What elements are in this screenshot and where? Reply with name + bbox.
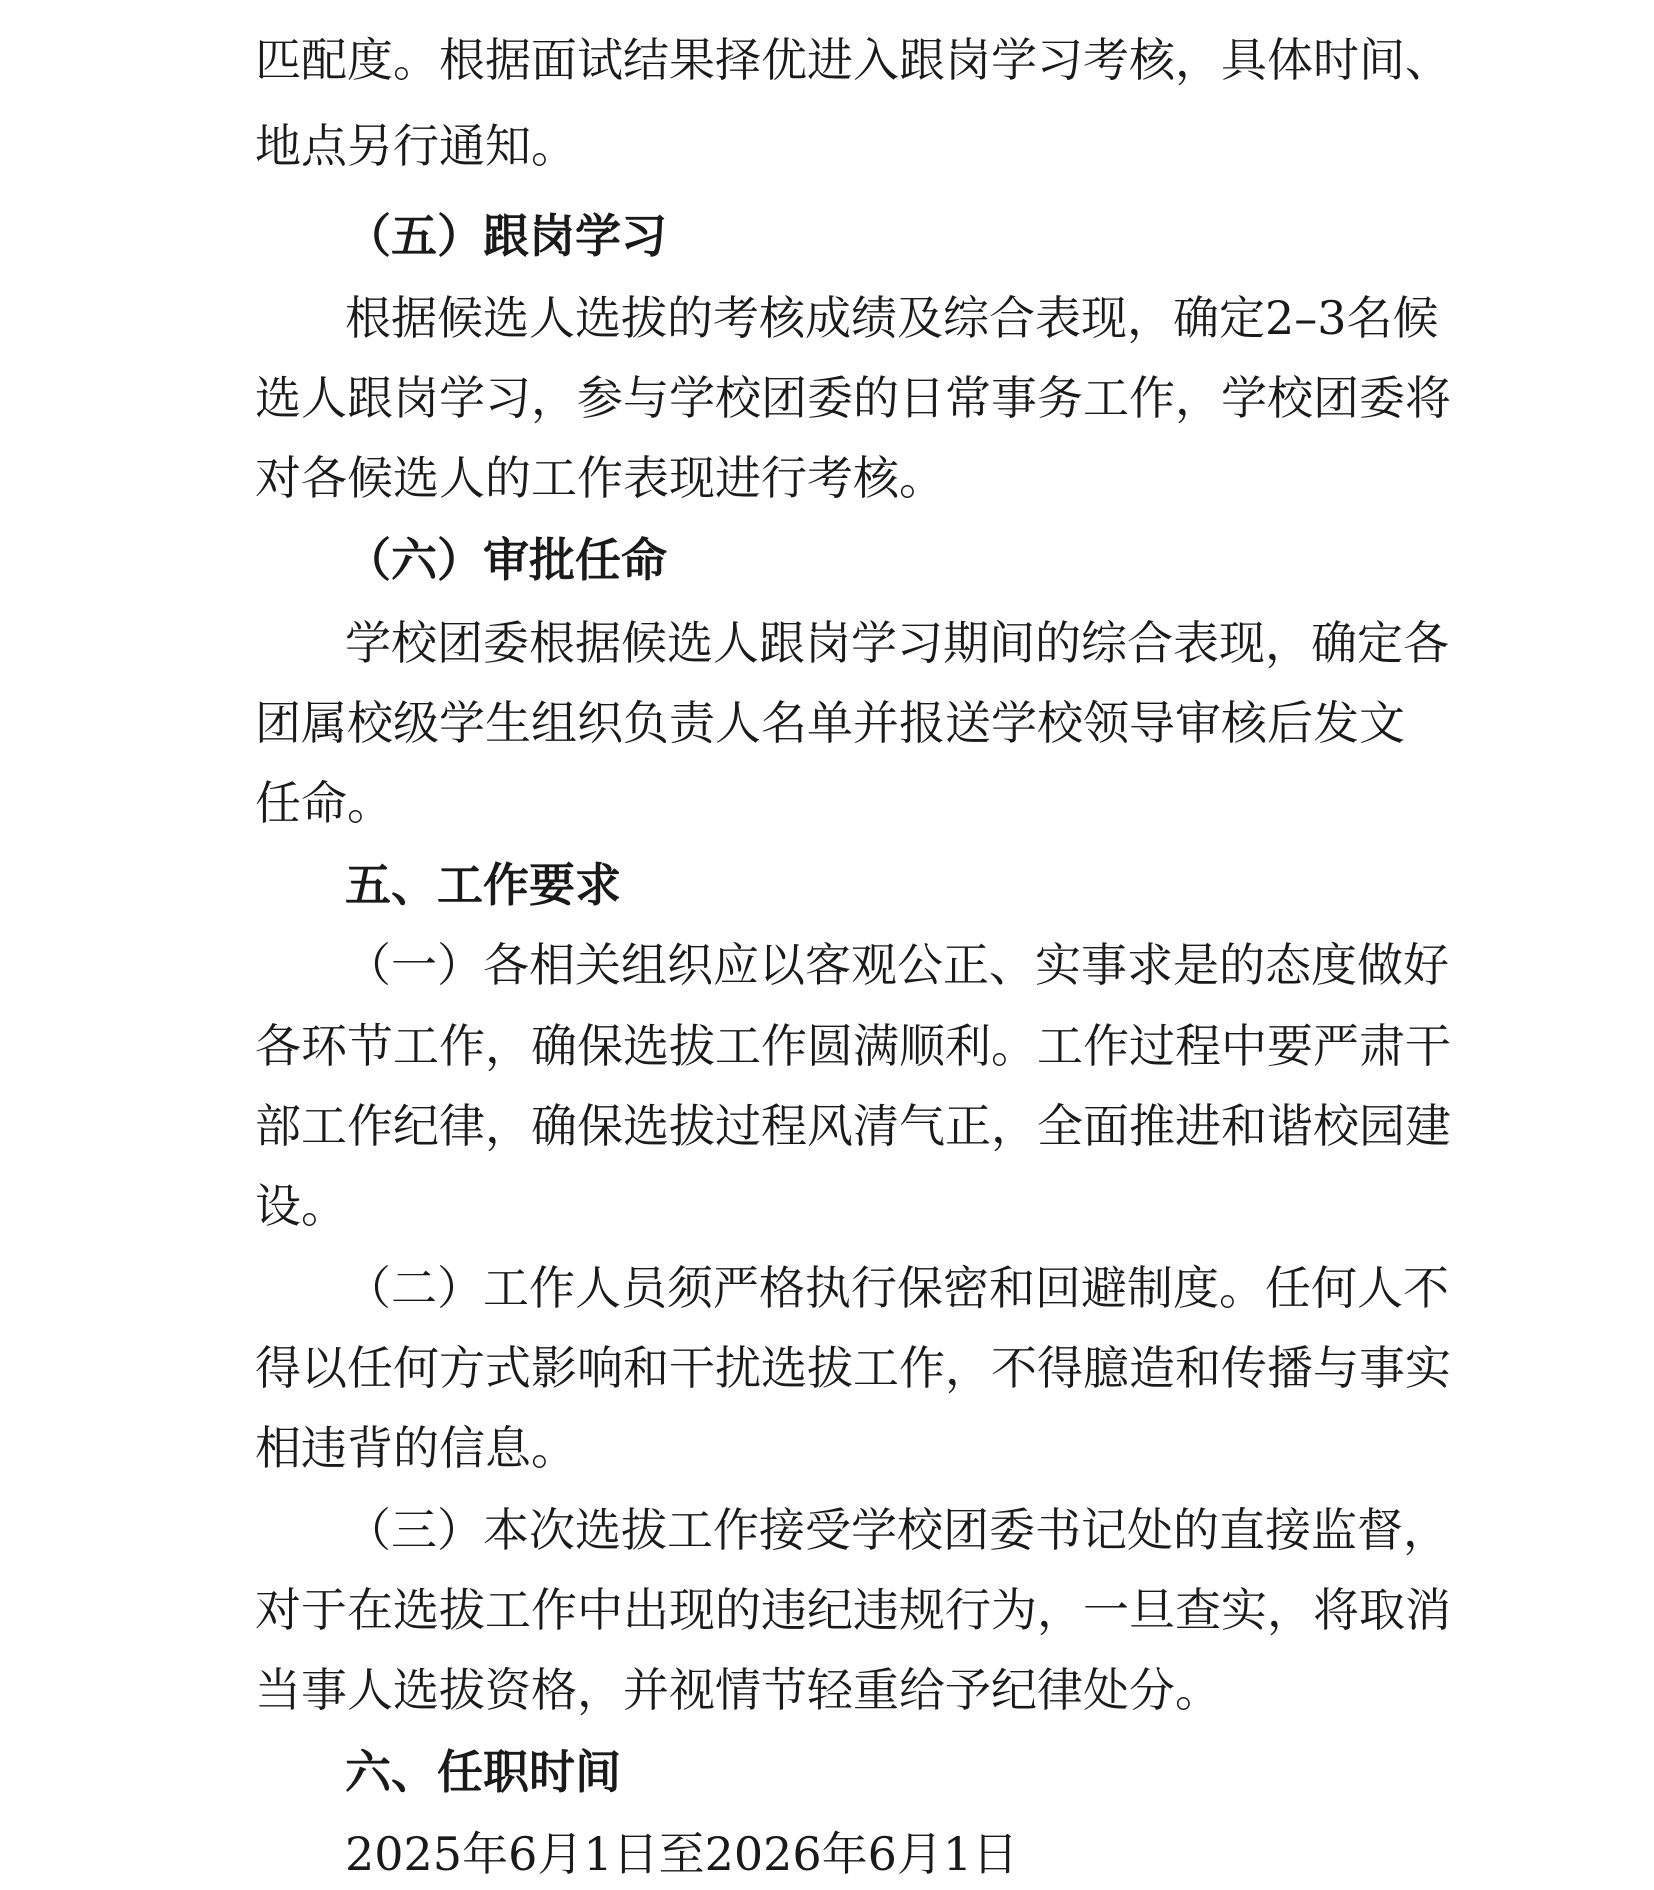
body-text-line: 地点另行通知。	[255, 119, 577, 173]
body-text-line: 团属校级学生组织负责人名单并报送学校领导审核后发文	[255, 696, 1405, 750]
section-heading: 六、任职时间	[345, 1745, 621, 1799]
body-text-line: （一）各相关组织应以客观公正、实事求是的态度做好	[345, 938, 1449, 992]
body-text-line: 学校团委根据候选人跟岗学习期间的综合表现，确定各	[345, 616, 1449, 670]
body-text-line: 当事人选拔资格，并视情节轻重给予纪律处分。	[255, 1663, 1221, 1717]
body-text-line: 对各候选人的工作表现进行考核。	[255, 451, 945, 505]
body-text-line: （三）本次选拔工作接受学校团委书记处的直接监督，	[345, 1503, 1449, 1557]
body-text-line: 根据候选人选拔的考核成绩及综合表现，确定2–3名候	[345, 291, 1439, 345]
body-text-line: （二）工作人员须严格执行保密和回避制度。任何人不	[345, 1261, 1449, 1315]
section-subheading: （六）审批任命	[345, 533, 667, 587]
body-text-line: 任命。	[255, 776, 393, 830]
body-text-line: 得以任何方式影响和干扰选拔工作，不得臆造和传播与事实	[255, 1341, 1451, 1395]
body-text-line: 部工作纪律，确保选拔过程风清气正，全面推进和谐校园建	[255, 1099, 1451, 1153]
body-text-line: 选人跟岗学习，参与学校团委的日常事务工作，学校团委将	[255, 371, 1451, 425]
section-subheading: （五）跟岗学习	[345, 209, 667, 263]
body-text-line: 对于在选拔工作中出现的违纪违规行为，一旦查实，将取消	[255, 1583, 1451, 1637]
body-text-line: 各环节工作，确保选拔工作圆满顺利。工作过程中要严肃干	[255, 1019, 1451, 1073]
section-heading: 五、工作要求	[345, 858, 621, 912]
body-text-line: 匹配度。根据面试结果择优进入跟岗学习考核，具体时间、	[255, 33, 1451, 87]
body-text-line: 设。	[255, 1179, 347, 1233]
body-text-line: 2025年6月1日至2026年6月1日	[345, 1827, 1019, 1881]
body-text-line: 相违背的信息。	[255, 1421, 577, 1475]
